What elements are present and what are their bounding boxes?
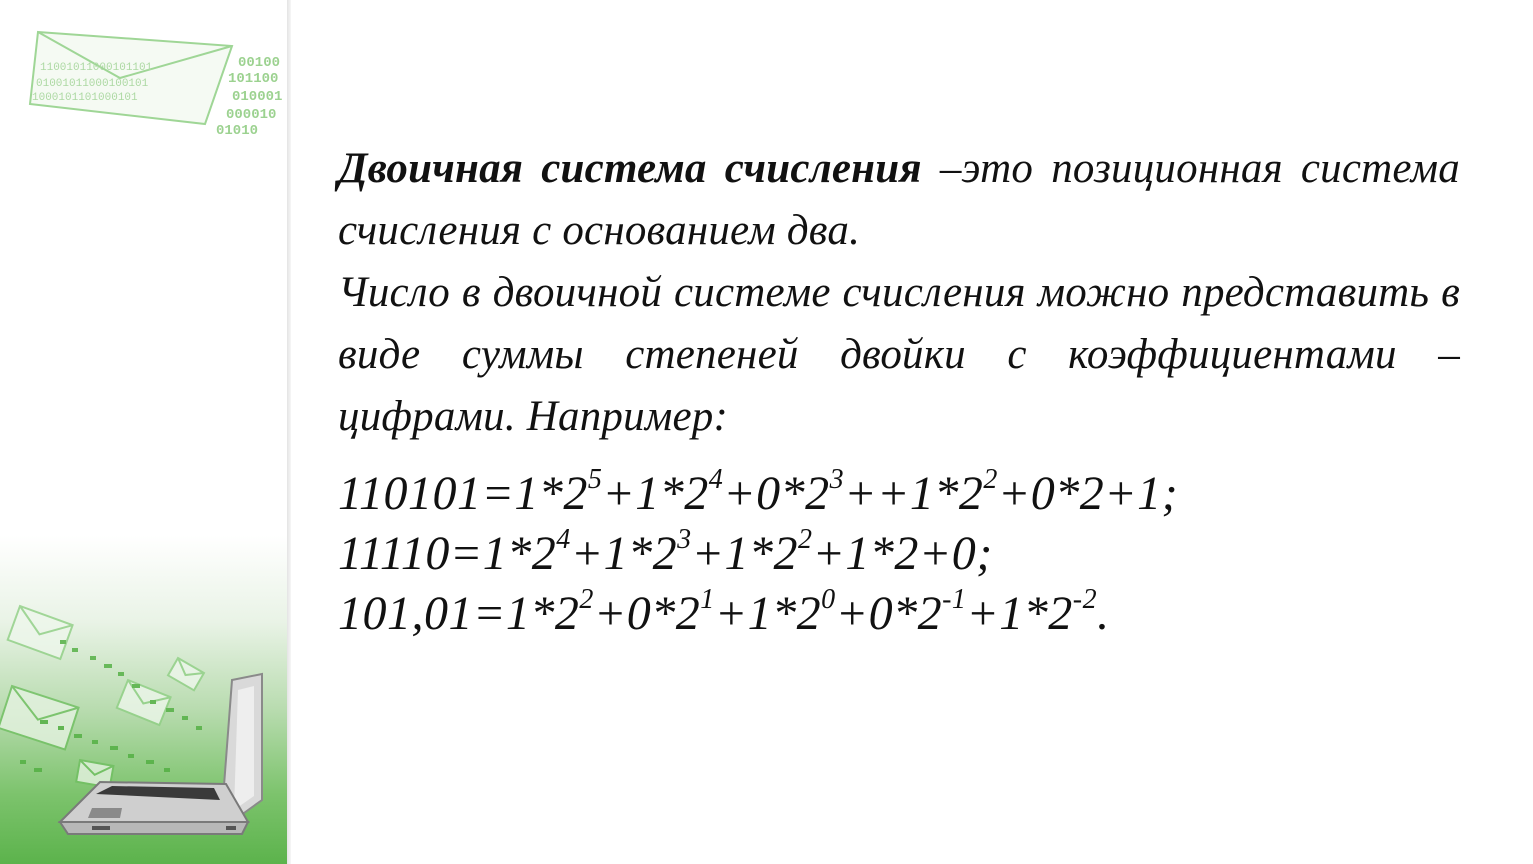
formula-exponent: 3 <box>677 524 692 555</box>
formula-text: +1*2+0; <box>812 527 993 580</box>
formula-exponent: 1 <box>700 584 715 615</box>
formula-text: +0*2+1; <box>997 467 1179 520</box>
formula-text: 11110=1*2 <box>338 527 557 580</box>
formula-line <box>338 524 1460 584</box>
definition-text: –это позиционная система счисления с основанием два. <box>338 145 1460 254</box>
definition-paragraph <box>338 138 1460 262</box>
formula-text: +0*2 <box>723 467 830 520</box>
formula-text: +0*2 <box>835 587 943 640</box>
formula-line <box>338 584 1460 644</box>
binary-text: 01001011000100101 <box>36 78 149 90</box>
binary-text: 010001 <box>232 89 283 105</box>
binary-text: 1000101101000101 <box>32 92 138 104</box>
formula-list <box>338 464 1460 644</box>
decorative-sidebar <box>0 0 287 864</box>
formula-exponent: 5 <box>587 464 603 495</box>
formula-text: +1*2 <box>602 467 709 520</box>
explanation-paragraph: Число в двоичной системе счисления можно представить в виде суммы степеней двойки с коэффициентами – цифрами. Например: <box>338 269 1460 440</box>
envelope-binary-icon <box>30 32 232 124</box>
formula-exponent: 2 <box>579 584 594 615</box>
formula-exponent: 4 <box>708 464 724 495</box>
formula-text: +1*2 <box>966 587 1073 640</box>
formula-text: +1*2 <box>714 587 822 640</box>
sidebar-artwork <box>0 0 287 864</box>
formula-line <box>338 464 1460 524</box>
formula-exponent: -2 <box>1072 584 1098 615</box>
formula-exponent: 2 <box>797 524 813 555</box>
formula-text: +1*2 <box>691 527 798 580</box>
formula-text: 110101=1*2 <box>338 467 588 520</box>
formula-exponent: 0 <box>821 584 836 615</box>
formula-text: +0*2 <box>593 587 701 640</box>
formula-text: . <box>1097 587 1110 640</box>
binary-columns <box>216 55 282 139</box>
binary-text: 101100 <box>228 71 279 87</box>
binary-text: 01010 <box>216 123 259 139</box>
binary-text: 11001011000101101 <box>40 62 153 74</box>
formula-exponent: -1 <box>942 584 967 615</box>
formula-text: +1*2 <box>570 527 678 580</box>
slide-content <box>338 138 1460 644</box>
sidebar-divider <box>287 0 291 864</box>
flying-envelopes-icon <box>0 606 204 788</box>
binary-text: 000010 <box>226 107 277 123</box>
formula-exponent: 4 <box>556 524 571 555</box>
formula-text: ++1*2 <box>844 467 984 520</box>
binary-text: 00100 <box>238 55 281 71</box>
term-bold: Двоичная система счисления <box>338 145 922 192</box>
formula-text: 101,01=1*2 <box>338 587 580 640</box>
formula-exponent: 3 <box>829 464 845 495</box>
formula-exponent: 2 <box>983 464 998 495</box>
